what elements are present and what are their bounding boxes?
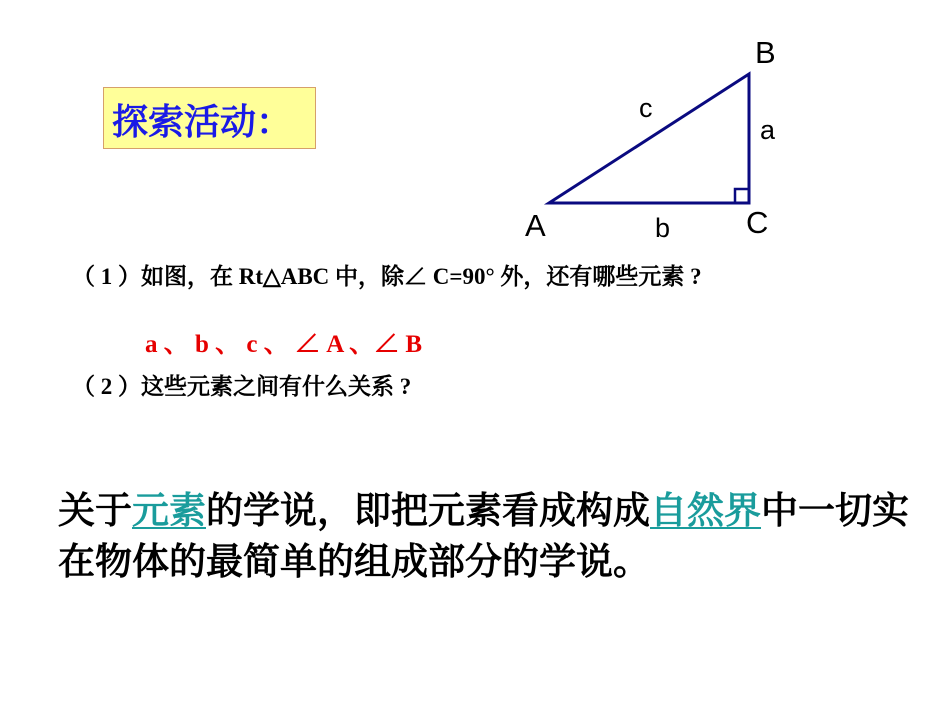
vertex-c-label: C: [746, 205, 769, 240]
side-c-label: c: [639, 93, 653, 123]
definition-paragraph: [58, 485, 928, 587]
side-b-label: b: [655, 213, 671, 243]
slide-title: 探索活动：: [112, 102, 293, 143]
side-a-label: a: [760, 115, 776, 145]
element-link[interactable]: 元素: [132, 489, 206, 532]
definition-text-3: 中一切实在物体的最简单的组成部分的学说。: [58, 489, 909, 583]
right-angle-marker: [735, 189, 749, 203]
vertex-a-label: A: [525, 208, 546, 243]
definition-text-1: 关于: [58, 489, 132, 532]
vertex-b-label: B: [755, 35, 776, 70]
definition-text-2: 的学说，即把元素看成构成: [206, 489, 650, 532]
question-1: （ 1 ）如图，在 Rt△ABC 中，除∠ C=90° 外，还有哪些元素 ?: [72, 264, 702, 289]
nature-link[interactable]: 自然界: [650, 489, 761, 532]
question-2: （ 2 ）这些元素之间有什么关系 ?: [72, 374, 412, 399]
answer-1: a 、 b 、 c 、 ∠ A 、∠ B: [145, 331, 423, 358]
